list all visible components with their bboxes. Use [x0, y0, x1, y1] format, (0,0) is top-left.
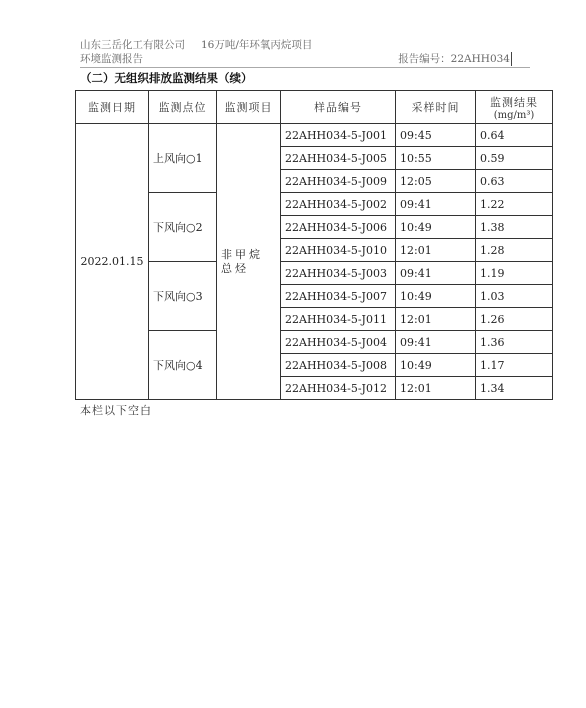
header-result-label: 监测结果 [490, 95, 538, 109]
result-cell: 1.34 [476, 377, 553, 400]
time-cell: 12:01 [396, 377, 476, 400]
footer-note: 本栏以下空白 [80, 404, 152, 417]
date-cell: 2022.01.15 [76, 124, 149, 400]
result-cell: 1.38 [476, 216, 553, 239]
time-cell: 10:49 [396, 354, 476, 377]
result-cell: 0.63 [476, 170, 553, 193]
result-cell: 1.36 [476, 331, 553, 354]
table-header-row [76, 91, 553, 124]
sample-id-cell: 22AHH034-5-J009 [281, 170, 396, 193]
result-cell: 1.03 [476, 285, 553, 308]
sample-id-cell: 22AHH034-5-J003 [281, 262, 396, 285]
sample-id-cell: 22AHH034-5-J002 [281, 193, 396, 216]
time-cell: 10:49 [396, 216, 476, 239]
sample-id-cell: 22AHH034-5-J007 [281, 285, 396, 308]
header-time: 采样时间 [396, 91, 476, 124]
result-cell: 1.17 [476, 354, 553, 377]
time-cell: 10:49 [396, 285, 476, 308]
point-cell: 上风向○1 [149, 124, 217, 193]
sample-id-cell: 22AHH034-5-J004 [281, 331, 396, 354]
company-name: 山东三岳化工有限公司 [80, 39, 185, 51]
section-title: （二）无组织排放监测结果（续） [80, 71, 253, 85]
sample-id-cell: 22AHH034-5-J008 [281, 354, 396, 377]
sample-id-cell: 22AHH034-5-J010 [281, 239, 396, 262]
time-cell: 09:41 [396, 262, 476, 285]
report-type: 环境监测报告 [80, 53, 143, 65]
result-cell: 0.64 [476, 124, 553, 147]
header-rule [80, 67, 530, 68]
time-cell: 12:01 [396, 308, 476, 331]
time-cell: 09:41 [396, 193, 476, 216]
result-cell: 1.28 [476, 239, 553, 262]
header-point: 监测点位 [149, 91, 217, 124]
result-cell: 0.59 [476, 147, 553, 170]
sample-id-cell: 22AHH034-5-J012 [281, 377, 396, 400]
monitoring-results-table [75, 90, 553, 400]
time-cell: 12:05 [396, 170, 476, 193]
time-cell: 09:45 [396, 124, 476, 147]
project-name: 16万吨/年环氧丙烷项目 [201, 39, 313, 51]
result-cell: 1.19 [476, 262, 553, 285]
point-cell: 下风向○4 [149, 331, 217, 400]
time-cell: 10:55 [396, 147, 476, 170]
header-result [476, 91, 553, 124]
header-date: 监测日期 [76, 91, 149, 124]
header-sample-id: 样品编号 [281, 91, 396, 124]
header-item: 监测项目 [217, 91, 281, 124]
sample-id-cell: 22AHH034-5-J006 [281, 216, 396, 239]
time-cell: 12:01 [396, 239, 476, 262]
time-cell: 09:41 [396, 331, 476, 354]
page-header [80, 38, 512, 66]
table-row [76, 124, 553, 147]
report-number: 报告编号：22AHH034 [398, 53, 510, 65]
result-cell: 1.26 [476, 308, 553, 331]
point-cell: 下风向○3 [149, 262, 217, 331]
header-result-unit: (mg/m³) [493, 109, 535, 121]
sample-id-cell: 22AHH034-5-J011 [281, 308, 396, 331]
point-cell: 下风向○2 [149, 193, 217, 262]
sample-id-cell: 22AHH034-5-J005 [281, 147, 396, 170]
result-cell: 1.22 [476, 193, 553, 216]
item-cell: 非甲烷总烃 [217, 124, 281, 400]
sample-id-cell: 22AHH034-5-J001 [281, 124, 396, 147]
